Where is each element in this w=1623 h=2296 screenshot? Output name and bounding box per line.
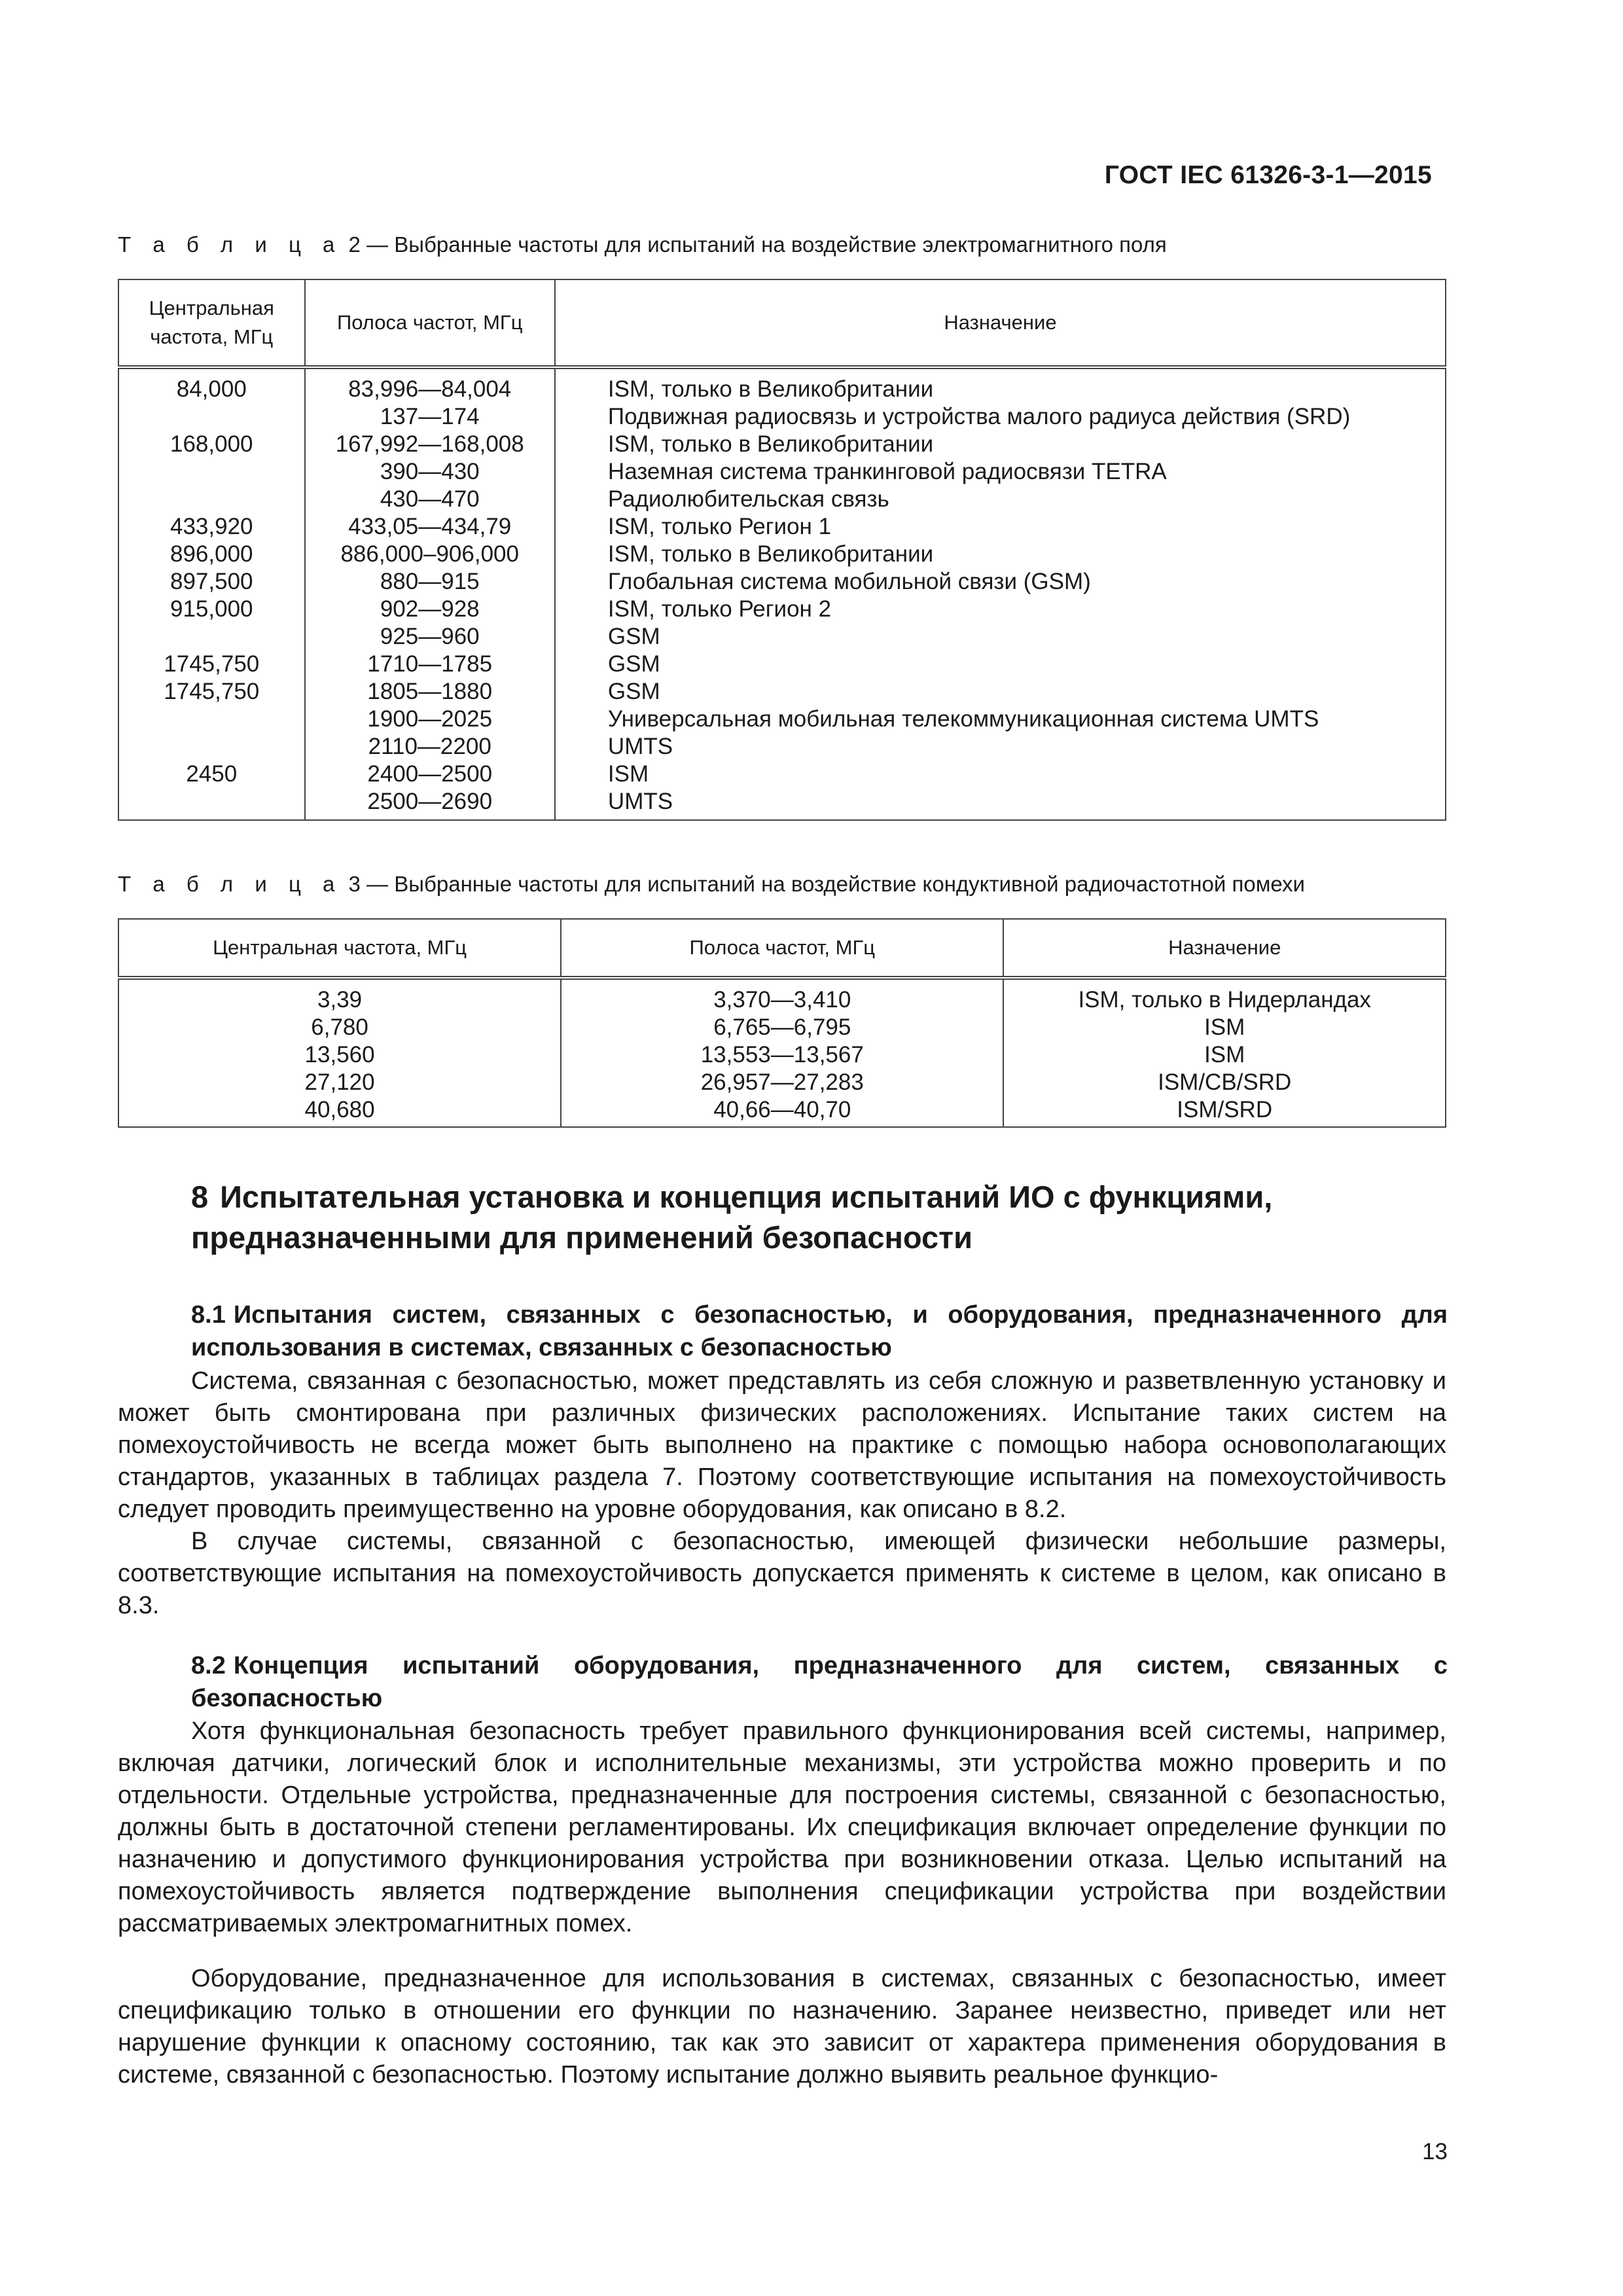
table-cell: GSM	[607, 624, 660, 649]
table-cell	[119, 623, 304, 651]
table3-header-row	[118, 919, 1446, 978]
table-cell: 390—430	[380, 459, 480, 484]
standard-designation: ГОСТ IEC 61326-3-1—2015	[1104, 161, 1432, 189]
section-8-title: Испытательная установка и концепция испытаний ИО с функциями, предназначенными для применений безопасности	[191, 1179, 1273, 1255]
table-cell: ISM, только в Великобритании	[607, 431, 934, 457]
table-cell	[119, 733, 304, 761]
table-cell: 1745,750	[164, 651, 260, 677]
table-cell: 886,000–906,000	[340, 541, 519, 567]
table-cell: 83,996—84,004	[348, 376, 512, 402]
table-cell: 84,000	[176, 376, 247, 402]
table2-center-column	[118, 367, 305, 820]
table-cell: ISM/SRD	[1177, 1097, 1273, 1122]
table-cell: 1710—1785	[367, 651, 493, 677]
table-cell: 40,66—40,70	[713, 1097, 851, 1122]
table-cell: ISM, только в Великобритании	[607, 376, 934, 402]
table3-center-column	[118, 978, 561, 1127]
table-cell: 896,000	[170, 541, 253, 567]
table-cell	[119, 403, 304, 431]
table-cell: 13,560	[304, 1042, 375, 1067]
table-cell: 2110—2200	[368, 734, 491, 759]
table-cell	[119, 788, 304, 816]
table-cell: 27,120	[304, 1069, 375, 1095]
table-cell: 433,920	[170, 514, 253, 539]
table-cell: Наземная система транкинговой радиосвязи TETRA	[607, 459, 1167, 484]
section-8-2-heading	[191, 1649, 1448, 1715]
table2-header-center: Центральная частота, МГц	[118, 279, 305, 367]
section-8-2-title: Концепция испытаний оборудования, предназначенного для систем, связанных с безопасностью	[191, 1652, 1448, 1712]
table-cell: ISM, только в Великобритании	[607, 541, 934, 567]
table-cell: Глобальная система мобильной связи (GSM)	[607, 569, 1091, 594]
section-8-2-number: 8.2	[191, 1652, 226, 1679]
table3-body-row	[118, 978, 1446, 1127]
table2-caption-text: 2 — Выбранные частоты для испытаний на воздействие электромагнитного поля	[342, 232, 1167, 257]
table2-header-purpose: Назначение	[555, 279, 1446, 367]
table-cell: 2500—2690	[367, 789, 493, 814]
table2-header-row	[118, 279, 1446, 367]
table2-purpose-column	[555, 367, 1446, 820]
table3-purpose-column	[1003, 978, 1446, 1127]
section-8-2-paragraph: Хотя функциональная безопасность требует правильного функционирования всей системы, например, включая датчики, логический блок и исполнительные механизмы, эти устройства можно проверить и по отдельности. Отдельные устройства, предназначенные для построения системы, связанной с безопасностью, должны быть в достаточной степени регламентированы. Их спецификация включает определение функции по назначению и допустимого функционирования устройства при возникновении отказа. Целью испытаний на помехоустойчивость является подтверждение выполнения спецификации устройства при воздействии рассматриваемых электромагнитных помех.	[118, 1717, 1446, 1937]
table-cell: 902—928	[380, 596, 480, 622]
table-cell: GSM	[607, 651, 660, 677]
table-cell: ISM/CB/SRD	[1158, 1069, 1292, 1095]
table-cell: 430—470	[380, 486, 480, 512]
table-cell: 897,500	[170, 569, 253, 594]
table-cell: ISM	[607, 761, 649, 787]
table2	[118, 279, 1446, 821]
table-cell: UMTS	[607, 789, 673, 814]
section-8-heading	[191, 1177, 1448, 1258]
section-8-1-paragraph: Система, связанная с безопасностью, может представлять из себя сложную и разветвленную установку и может быть смонтирована при различных физических расположениях. Испытание таких систем на помехоустойчивость не всегда может быть выполнено на практике с помощью набора основополагающих стандартов, указанных в таблицах раздела 7. Поэтому соответствующие испытания на помехоустойчивость следует проводить преимущественно на уровне оборудования, как описано в 8.2.	[118, 1367, 1446, 1523]
section-8-1-heading	[191, 1299, 1448, 1364]
table-cell: ISM	[1204, 1042, 1245, 1067]
table-cell: ISM, только Регион 2	[607, 596, 832, 622]
table-cell: 1805—1880	[367, 679, 493, 704]
section-8-2-paragraph: Оборудование, предназначенное для использования в системах, связанных с безопасностью, имеет спецификацию только в отношении его функции по назначению. Заранее неизвестно, приведет или нет нарушение функции к опасному состоянию, так как это зависит от характера применения оборудования в системе, связанной с безопасностью. Поэтому испытание должно выявить реальное функцио-	[118, 1965, 1446, 2089]
table3	[118, 918, 1446, 1128]
table-cell: Универсальная мобильная телекоммуникационная система UMTS	[607, 706, 1319, 732]
table3-header-band: Полоса частот, МГц	[561, 919, 1003, 978]
table2-caption	[118, 232, 1167, 257]
table-cell: 880—915	[380, 569, 480, 594]
table-cell: UMTS	[607, 734, 673, 759]
table-cell: 3,39	[317, 987, 363, 1013]
table3-caption-text: 3 — Выбранные частоты для испытаний на воздействие кондуктивной радиочастотной помехи	[342, 872, 1305, 896]
table-cell: 1745,750	[164, 679, 260, 704]
table2-header-band: Полоса частот, МГц	[305, 279, 555, 367]
table-cell: 2450	[186, 761, 238, 787]
table2-body-row	[118, 367, 1446, 820]
table-cell: 167,992—168,008	[335, 431, 524, 457]
table-cell: 168,000	[170, 431, 253, 457]
table-cell: 433,05—434,79	[348, 514, 512, 539]
section-8-1-paragraph: В случае системы, связанной с безопасностью, имеющей физически небольшие размеры, соответствующие испытания на помехоустойчивость допускается применять к системе в целом, как описано в 8.3.	[118, 1528, 1446, 1619]
table-cell: 925—960	[380, 624, 480, 649]
table-cell: Подвижная радиосвязь и устройства малого радиуса действия (SRD)	[607, 404, 1351, 429]
table-cell: ISM, только в Нидерландах	[1078, 987, 1371, 1013]
table3-band-column	[561, 978, 1003, 1127]
table2-caption-prefix: Т а б л и ц а	[118, 232, 343, 257]
section-8-number: 8	[191, 1179, 209, 1214]
table3-header-center: Центральная частота, МГц	[118, 919, 561, 978]
table-cell: 26,957—27,283	[700, 1069, 864, 1095]
table-cell: 6,780	[311, 1014, 368, 1040]
table-cell	[119, 486, 304, 513]
table-cell: ISM	[1204, 1014, 1245, 1040]
table3-header-purpose: Назначение	[1003, 919, 1446, 978]
table-cell: 915,000	[170, 596, 253, 622]
table-cell: 137—174	[380, 404, 480, 429]
table-cell: Радиолюбительская связь	[607, 486, 889, 512]
table-cell: 2400—2500	[367, 761, 493, 787]
table-cell: 6,765—6,795	[713, 1014, 851, 1040]
table-cell: ISM, только Регион 1	[607, 514, 832, 539]
table3-caption-prefix: Т а б л и ц а	[118, 872, 343, 896]
section-8-1-title: Испытания систем, связанных с безопасностью, и оборудования, предназначенного для использования в системах, связанных с безопасностью	[191, 1301, 1448, 1361]
table-cell: 1900—2025	[367, 706, 493, 732]
page-number: 13	[1422, 2139, 1448, 2164]
table-cell: 13,553—13,567	[700, 1042, 864, 1067]
table-cell: 3,370—3,410	[713, 987, 851, 1013]
table-cell	[119, 706, 304, 733]
table2-band-column	[305, 367, 555, 820]
section-8-1-number: 8.1	[191, 1301, 226, 1329]
table-cell	[119, 458, 304, 486]
table3-caption	[118, 872, 1305, 897]
table-cell: 40,680	[304, 1097, 375, 1122]
table-cell: GSM	[607, 679, 660, 704]
